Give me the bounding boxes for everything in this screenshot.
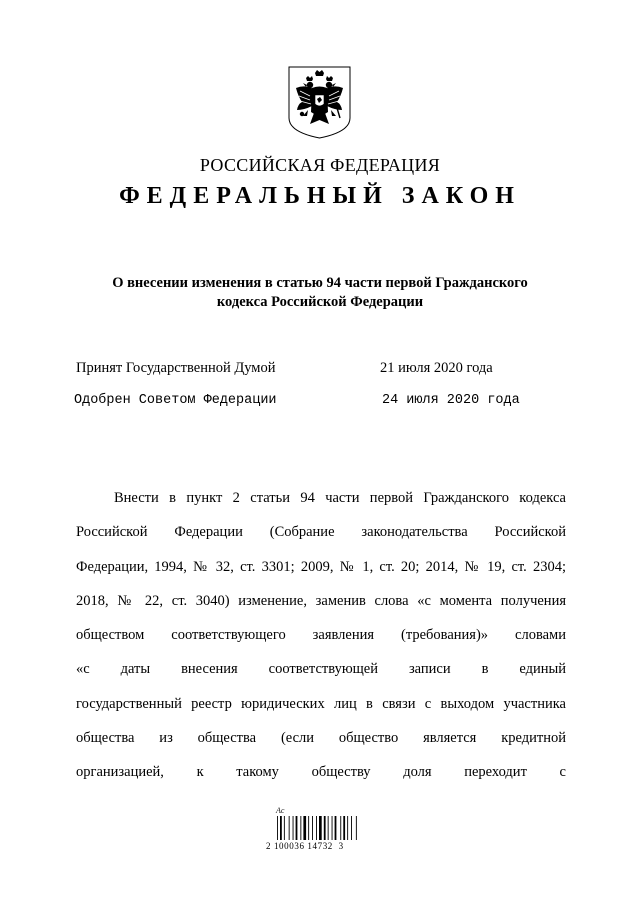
barcode-bar <box>343 816 345 840</box>
body-line: организацией, к такому обществу доля переходит с <box>76 764 566 781</box>
barcode-bar <box>356 816 357 840</box>
barcode-bar <box>308 816 309 840</box>
council-approval-label: Одобрен Советом Федерации <box>74 393 277 408</box>
duma-adoption-date: 21 июля 2020 года <box>380 360 493 376</box>
barcode-bar <box>296 816 298 840</box>
law-title-line: кодекса Российской Федерации <box>216 294 424 310</box>
body-line: «с даты внесения соответствующей записи в единый <box>76 661 566 678</box>
country-heading: РОССИЙСКАЯ ФЕДЕРАЦИЯ <box>199 155 441 175</box>
barcode-bar <box>328 816 329 840</box>
registrar-initials: Ac <box>276 806 285 815</box>
barcode-bar <box>351 816 352 840</box>
body-line: 2018, № 22, ст. 3040) изменение, заменив слова «с момента получения <box>76 592 566 609</box>
law-type-heading: ФЕДЕРАЛЬНЫЙ ЗАКОН <box>119 183 521 209</box>
council-approval-date: 24 июля 2020 года <box>382 393 520 408</box>
barcode-bar <box>340 816 341 840</box>
body-line: общества из общества (если общество является кредитной <box>76 730 566 747</box>
barcode-icon <box>276 816 362 840</box>
barcode-bar <box>316 816 317 840</box>
law-title <box>40 274 600 312</box>
barcode-bar <box>280 816 282 840</box>
barcode-bar <box>347 816 348 840</box>
russian-coat-of-arms-icon <box>288 66 351 139</box>
body-line: Внести в пункт 2 статьи 94 части первой Гражданского кодекса <box>114 490 566 506</box>
law-body-text <box>76 488 566 797</box>
body-line: государственный реестр юридических лиц в связи с выходом участника <box>76 695 566 712</box>
barcode-bar <box>303 816 306 840</box>
barcode-bar <box>335 816 337 840</box>
duma-adoption-label: Принят Государственной Думой <box>76 360 276 376</box>
barcode-bar <box>289 816 290 840</box>
barcode-bar <box>284 816 285 840</box>
barcode-number: 2 100036 14732 3 <box>266 841 344 851</box>
barcode-bar <box>332 816 333 840</box>
body-line: обществом соответствующего заявления (требования)» словами <box>76 627 566 644</box>
law-title-line: О внесении изменения в статью 94 части первой Гражданского <box>112 275 528 291</box>
body-line: Российской Федерации (Собрание законодательства Российской <box>76 524 566 541</box>
barcode-bar <box>312 816 313 840</box>
barcode-bar <box>293 816 294 840</box>
barcode-bar <box>277 816 278 840</box>
body-line: Федерации, 1994, № 32, ст. 3301; 2009, № 1, ст. 20; 2014, № 19, ст. 2304; <box>76 558 566 575</box>
barcode-bar <box>300 816 301 840</box>
barcode-bar <box>324 816 326 840</box>
barcode-bar <box>319 816 322 840</box>
